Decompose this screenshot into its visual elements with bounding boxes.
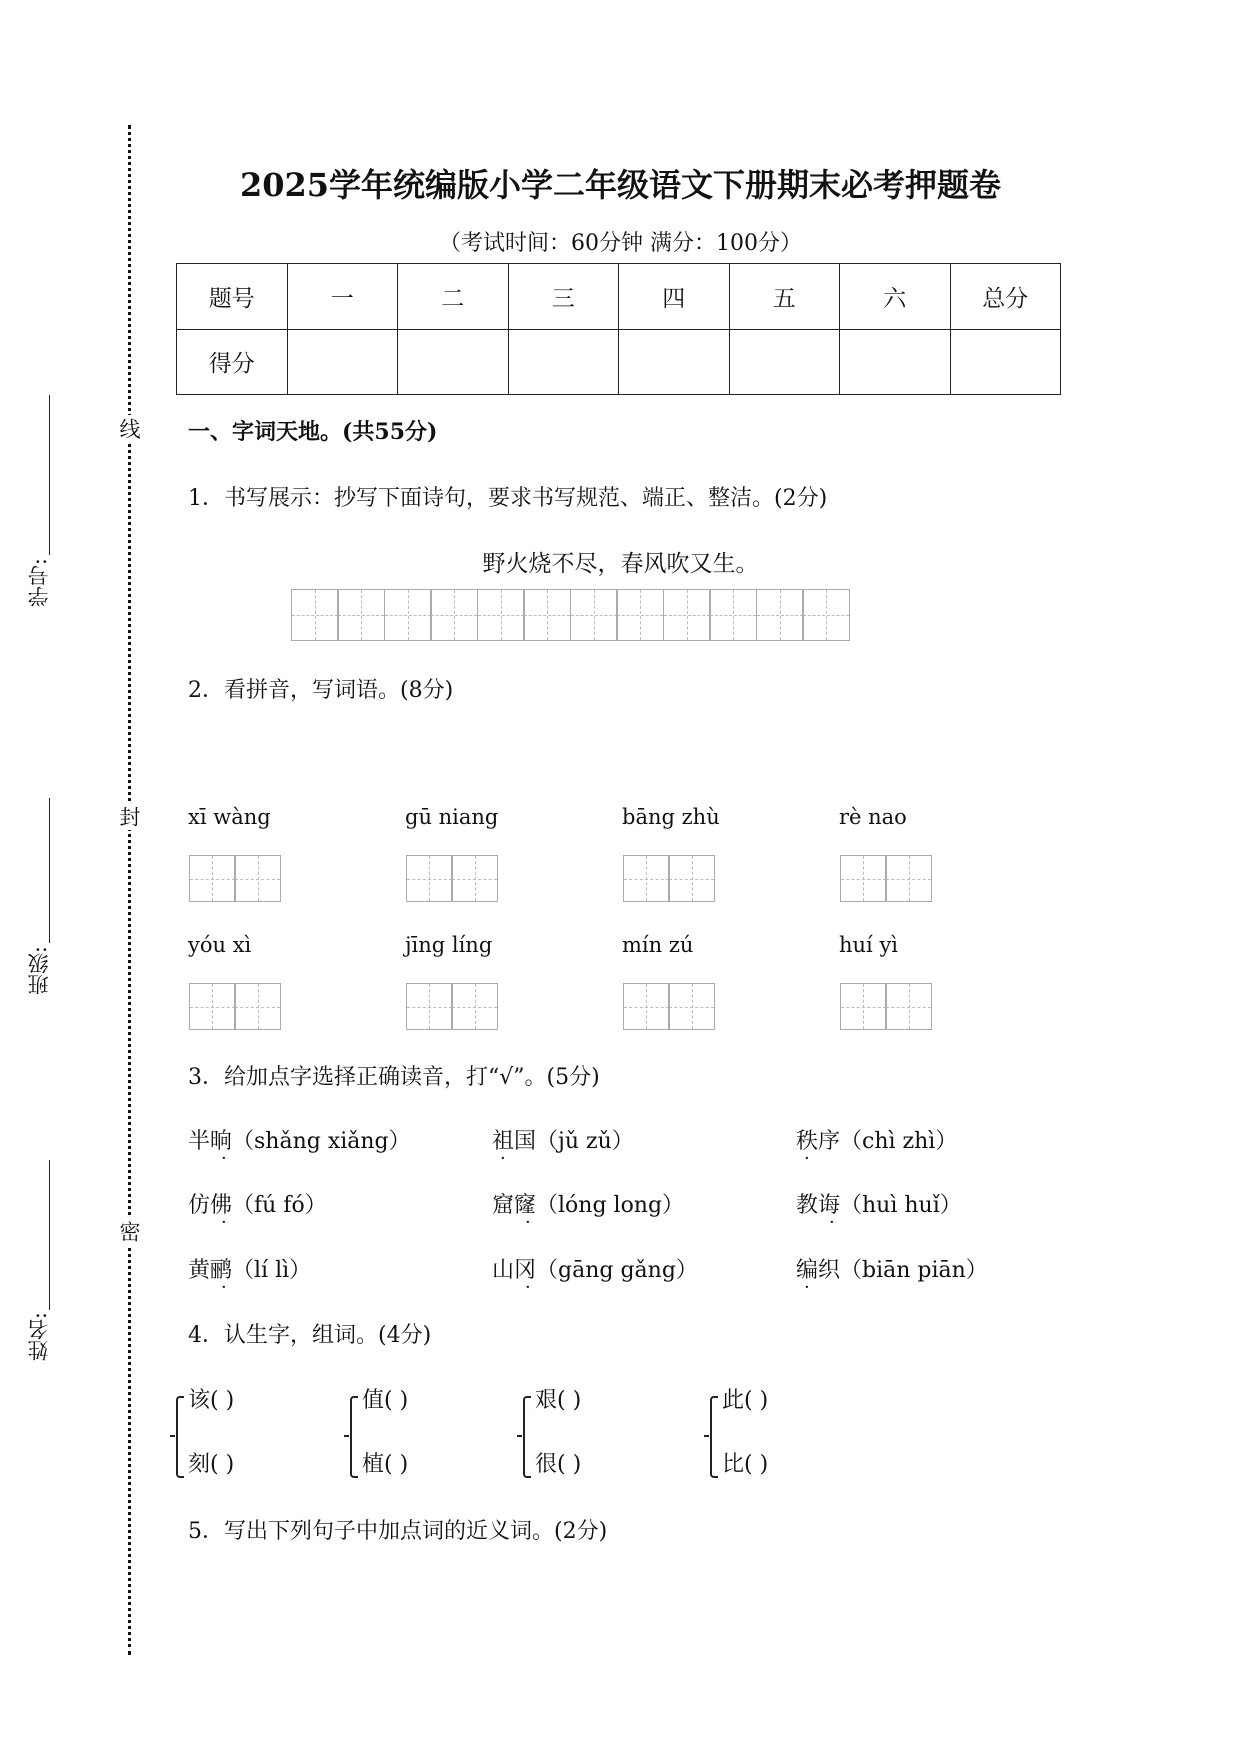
word-grid[interactable] — [407, 983, 498, 1030]
grid-cell[interactable] — [623, 855, 670, 902]
question-2: 2．看拼音，写词语。(8分) — [188, 678, 454, 703]
word-char-top[interactable]: 该( ) — [188, 1388, 235, 1413]
table-cell: 六 — [840, 264, 951, 330]
word-char-bottom[interactable]: 很( ) — [535, 1452, 582, 1477]
table-cell: 题号 — [177, 264, 288, 330]
grid-cell[interactable] — [885, 855, 932, 902]
score-input-cell[interactable] — [508, 329, 619, 395]
emphasis-dot-icon: · — [804, 1148, 810, 1169]
reading-item[interactable]: 秩序（chì zhì） — [796, 1129, 958, 1154]
emphasis-dot-icon: · — [829, 1212, 835, 1233]
name-line[interactable] — [49, 1160, 50, 1310]
cut-char-mi: 密 — [114, 1218, 144, 1245]
name-label: 姓名: — [27, 1312, 51, 1362]
emphasis-dot-icon: · — [221, 1277, 227, 1298]
grid-cell[interactable] — [234, 855, 281, 902]
grid-cell[interactable] — [756, 589, 804, 641]
cut-char-xian: 线 — [114, 415, 144, 442]
pinyin-label: rè nao — [839, 805, 907, 829]
score-table — [176, 263, 1061, 395]
brace-icon — [170, 1435, 175, 1437]
question-4: 4．认生字，组词。(4分) — [188, 1323, 432, 1348]
score-input-cell[interactable] — [619, 329, 730, 395]
word-char-top[interactable]: 艰( ) — [535, 1388, 582, 1413]
score-input-cell[interactable] — [398, 329, 509, 395]
score-input-cell[interactable] — [287, 329, 398, 395]
writing-grid[interactable] — [292, 589, 850, 641]
grid-cell[interactable] — [802, 589, 850, 641]
brace-icon — [176, 1396, 184, 1478]
class-line[interactable] — [49, 798, 50, 943]
grid-cell[interactable] — [337, 589, 385, 641]
grid-cell[interactable] — [668, 855, 715, 902]
cut-char-feng: 封 — [114, 803, 144, 830]
reading-item[interactable]: 半晌（shǎng xiǎng） — [188, 1129, 411, 1154]
brace-icon — [350, 1396, 358, 1478]
grid-cell[interactable] — [570, 589, 618, 641]
grid-cell[interactable] — [406, 983, 453, 1030]
table-cell: 四 — [619, 264, 730, 330]
poem-line: 野火烧不尽，春风吹又生。 — [482, 551, 759, 577]
grid-cell[interactable] — [189, 983, 236, 1030]
student-id-line[interactable] — [49, 395, 50, 555]
emphasis-dot-icon: · — [500, 1148, 506, 1169]
table-cell: 三 — [508, 264, 619, 330]
grid-cell[interactable] — [291, 589, 339, 641]
word-char-bottom[interactable]: 植( ) — [362, 1452, 409, 1477]
emphasis-dot-icon: · — [221, 1212, 227, 1233]
word-grid[interactable] — [624, 983, 715, 1030]
word-char-bottom[interactable]: 比( ) — [722, 1452, 769, 1477]
grid-cell[interactable] — [406, 855, 453, 902]
grid-cell[interactable] — [616, 589, 664, 641]
grid-cell[interactable] — [430, 589, 478, 641]
word-grid[interactable] — [624, 855, 715, 902]
grid-cell[interactable] — [840, 983, 887, 1030]
reading-item[interactable]: 祖国（jǔ zǔ） — [492, 1129, 634, 1154]
grid-cell[interactable] — [234, 983, 281, 1030]
table-cell: 总分 — [950, 264, 1061, 330]
grid-cell[interactable] — [189, 855, 236, 902]
reading-item[interactable]: 窟窿（lóng long） — [492, 1193, 685, 1218]
brace-icon — [710, 1396, 718, 1478]
brace-icon — [517, 1435, 522, 1437]
pinyin-label: jīng líng — [405, 933, 493, 957]
pinyin-label: yóu xì — [188, 933, 252, 957]
table-cell: 一 — [287, 264, 398, 330]
pinyin-label: bāng zhù — [622, 805, 720, 829]
grid-cell[interactable] — [384, 589, 432, 641]
reading-item[interactable]: 仿佛（fú fó） — [188, 1193, 327, 1218]
word-grid[interactable] — [407, 855, 498, 902]
word-grid[interactable] — [190, 855, 281, 902]
grid-cell[interactable] — [477, 589, 525, 641]
pinyin-label: huí yì — [839, 933, 899, 957]
score-input-cell[interactable] — [840, 329, 951, 395]
score-table-score-row — [177, 329, 1061, 395]
word-grid[interactable] — [841, 855, 932, 902]
grid-cell[interactable] — [623, 983, 670, 1030]
reading-item[interactable]: 黄鹂（lí lì） — [188, 1258, 312, 1283]
binding-dotted-line — [128, 125, 131, 1655]
pinyin-label: xī wàng — [188, 805, 271, 829]
section-title: 一、字词天地。(共55分) — [188, 419, 438, 445]
student-id-label: 学号: — [27, 558, 51, 608]
emphasis-dot-icon: · — [804, 1277, 810, 1298]
grid-cell[interactable] — [885, 983, 932, 1030]
word-char-bottom[interactable]: 刻( ) — [188, 1452, 235, 1477]
exam-info: （考试时间：60分钟 满分：100分） — [439, 231, 802, 256]
reading-item[interactable]: 教诲（huì huǐ） — [796, 1193, 962, 1218]
grid-cell[interactable] — [451, 855, 498, 902]
grid-cell[interactable] — [523, 589, 571, 641]
brace-icon — [704, 1435, 709, 1437]
page-title: 2025学年统编版小学二年级语文下册期末必考押题卷 — [239, 166, 1002, 204]
pinyin-label: mín zú — [622, 933, 694, 957]
emphasis-dot-icon: · — [525, 1277, 531, 1298]
question-5: 5．写出下列句子中加点词的近义词。(2分) — [188, 1519, 608, 1544]
grid-cell[interactable] — [840, 855, 887, 902]
emphasis-dot-icon: · — [221, 1148, 227, 1169]
table-cell: 二 — [398, 264, 509, 330]
class-label: 班级: — [27, 946, 51, 996]
word-grid[interactable] — [190, 983, 281, 1030]
score-input-cell[interactable] — [729, 329, 840, 395]
emphasis-dot-icon: · — [525, 1212, 531, 1233]
word-char-top[interactable]: 值( ) — [362, 1388, 409, 1413]
reading-item[interactable]: 编织（biān piān） — [796, 1258, 988, 1283]
score-table-header-row — [177, 264, 1061, 330]
grid-cell[interactable] — [668, 983, 715, 1030]
score-input-cell[interactable] — [950, 329, 1061, 395]
word-char-top[interactable]: 此( ) — [722, 1388, 769, 1413]
brace-icon — [523, 1396, 531, 1478]
table-cell: 得分 — [177, 329, 288, 395]
pinyin-label: gū niang — [405, 805, 499, 829]
grid-cell[interactable] — [709, 589, 757, 641]
brace-icon — [344, 1435, 349, 1437]
table-cell: 五 — [729, 264, 840, 330]
reading-item[interactable]: 山冈（gāng gǎng） — [492, 1258, 698, 1283]
grid-cell[interactable] — [663, 589, 711, 641]
question-3: 3．给加点字选择正确读音，打“√”。(5分) — [188, 1065, 600, 1090]
word-grid[interactable] — [841, 983, 932, 1030]
grid-cell[interactable] — [451, 983, 498, 1030]
question-1: 1．书写展示：抄写下面诗句，要求书写规范、端正、整洁。(2分) — [188, 486, 828, 511]
